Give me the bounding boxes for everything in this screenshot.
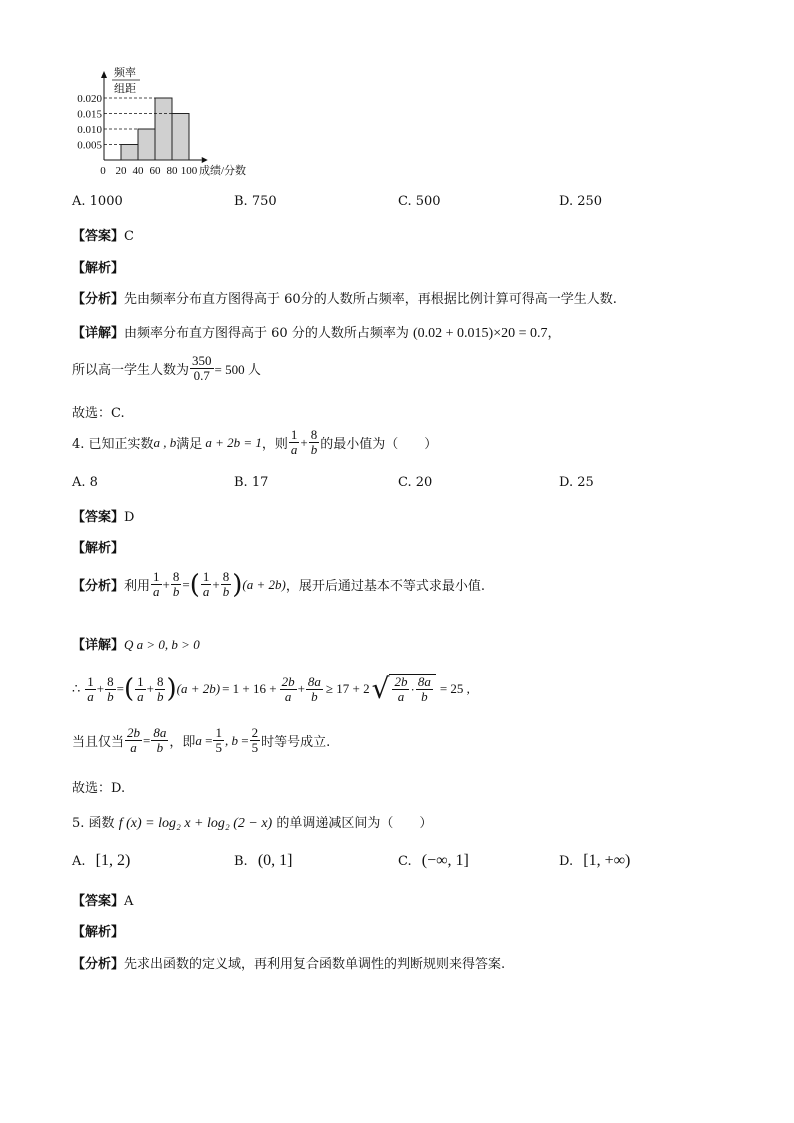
xiangjie-formula: (0.02 + 0.015)×20 = 0.7 — [412, 326, 548, 341]
histogram-bar — [138, 129, 155, 160]
xiangjie-tag: 【详解】 — [72, 326, 125, 341]
answer-tag: 【答案】 — [72, 229, 125, 244]
y-axis-arrow — [101, 71, 107, 78]
q4-conclusion: 故选：D. — [72, 781, 126, 796]
q3-line2 — [72, 354, 261, 384]
q5-stem — [72, 812, 432, 832]
fraction-350-0-7 — [190, 354, 214, 384]
q3-option-c: C. 500 — [398, 194, 441, 209]
line2-prefix: 所以高一学生人数为 — [72, 363, 190, 379]
ge-part: ≥ 17 + 2 — [325, 681, 370, 697]
option-label: D. — [559, 854, 574, 869]
q5-stem-suffix: 的单调递减区间为（ ） — [276, 816, 433, 831]
fenxi-tag: 【分析】 — [72, 292, 125, 307]
q3-answer — [72, 225, 134, 244]
q4-option-a: A. 8 — [72, 475, 98, 490]
q4-option-c: C. 20 — [398, 475, 433, 490]
q4-stem: 4. 已知正实数 a , b 满足 a + 2b = 1 ，则 $\frac{1}{a}$ + $\frac{8}{b}$ 的最小值为（ ） — [72, 427, 438, 458]
y-tick-label: 0.010 — [77, 124, 102, 136]
q3-fenxi — [72, 288, 617, 307]
option-label: A. — [72, 854, 86, 869]
option-interval: [1, 2) — [95, 852, 131, 869]
sqrt-expression: √ $\frac{2b}{a}$ · $\frac{8a}{b}$ — [372, 674, 436, 705]
q4-stem-vars: a , b — [153, 434, 177, 450]
q3-option-b: B. 750 — [234, 194, 277, 209]
answer-tag: 【答案】 — [72, 894, 125, 909]
y-label-bottom: 组距 — [114, 83, 136, 95]
xiangjie-text: Q a > 0, b > 0 — [124, 637, 200, 652]
x-tick-label: 60 — [149, 165, 161, 177]
x-tick-label: 80 — [166, 165, 178, 177]
x-axis-label: 成绩/分数 — [199, 165, 247, 177]
y-tick-label: 0.005 — [77, 139, 102, 152]
fenxi-text: 先由频率分布直方图得高于 60分的人数所占频率，再根据比例计算可得高一学生人数. — [124, 292, 617, 307]
q5-option-d — [559, 852, 630, 870]
q5-option-a — [72, 852, 130, 870]
option-label: C. — [398, 854, 412, 869]
q3-option-a: A. 1000 — [72, 194, 123, 209]
answer-value: D — [124, 510, 135, 525]
frac-8-over-b: $\frac{8}{b}$ — [310, 427, 318, 458]
q3-xiangjie — [72, 322, 561, 342]
q4-fenxi: 【分析】 利用 $\frac{1}{a}$ + $\frac{8}{b}$ = ( $\frac{1}{a}$ + $\frac{8}{b}$ ) (a + 2b) ，展开后通过基本不等式求最小值. — [72, 569, 485, 600]
q3-conclusion: 故选：C. — [72, 406, 125, 421]
q5-option-c — [398, 852, 469, 870]
q4-stem-suffix: 的最小值为（ ） — [320, 437, 438, 453]
frac-1-over-a: $\frac{1}{a}$ — [290, 427, 298, 458]
fenxi-prefix: 利用 — [124, 579, 151, 595]
xiangjie-tag: 【详解】 — [72, 638, 125, 653]
histogram-bar — [172, 114, 189, 161]
frac-num: 350 — [192, 353, 212, 368]
x-tick-label: 100 — [180, 165, 198, 177]
x-origin-label: 0 — [100, 165, 106, 177]
y-tick-label: 0.015 — [77, 108, 102, 121]
when-suffix: 时等号成立. — [261, 735, 331, 751]
q4-derivation: ∴ $\frac{1}{a}$ + $\frac{8}{b}$ = ( $\frac{1}{a}$ + $\frac{8}{b}$ ) (a + 2b) = 1 + 16 + $\frac{2b}{a}$ + $\frac{8a}{b}$ ≥ 17 + 2 √ $\frac{2b}{a}$ · $\frac{8a}{b}$ = 25 , — [72, 672, 470, 706]
q4-stem-then: ，则 — [261, 437, 288, 453]
xiangjie-text: 由频率分布直方图得高于 60 分的人数所占频率为 — [124, 326, 409, 341]
fenxi-text: 先求出函数的定义域，再利用复合函数单调性的判断规则来得答案. — [124, 957, 506, 972]
q4-xiangjie — [72, 634, 200, 653]
q4-when: 当且仅当 $\frac{2b}{a}$ = $\frac{8a}{b}$ ，即 a = $\frac{1}{5}$ , b = $\frac{2}{5}$ 时等号成立. — [72, 725, 331, 756]
q5-stem-formula: f (x) = log₂ x + log₂ (2 − x) — [118, 816, 273, 831]
xiangjie-end: ， — [547, 326, 561, 341]
x-axis-arrow — [202, 157, 208, 163]
fenxi-suffix: ，展开后通过基本不等式求最小值. — [285, 579, 485, 595]
q4-analysis-tag: 【解析】 — [72, 541, 125, 556]
option-interval: [1, +∞) — [583, 852, 631, 869]
when-mid: ，即 — [169, 735, 196, 751]
q3-analysis-tag: 【解析】 — [72, 261, 125, 276]
histogram-chart — [66, 60, 266, 185]
option-interval: (0, 1] — [257, 852, 293, 869]
y-tick-label: 0.020 — [77, 93, 102, 105]
answer-tag: 【答案】 — [72, 510, 125, 525]
histogram-bar — [121, 145, 138, 161]
q5-option-b — [234, 852, 292, 870]
eq-part: = 1 + 16 + — [222, 681, 277, 697]
x-tick-label: 20 — [115, 165, 127, 177]
q5-stem-prefix: 5. 函数 — [72, 816, 115, 831]
line2-suffix: = 500 人 — [214, 362, 261, 378]
q4-option-b: B. 17 — [234, 475, 269, 490]
q4-stem-mid: 满足 — [176, 437, 203, 453]
eq-result: = 25 , — [439, 681, 470, 697]
q5-answer — [72, 890, 133, 909]
fenxi-tag: 【分析】 — [72, 579, 125, 595]
therefore-symbol: ∴ — [72, 681, 81, 697]
answer-value: A — [124, 894, 134, 909]
frac-den: 0.7 — [193, 368, 210, 384]
histogram-bar — [155, 98, 172, 160]
q4-stem-prefix: 4. 已知正实数 — [72, 437, 154, 453]
q4-option-d: D. 25 — [559, 475, 594, 490]
x-tick-label: 40 — [132, 165, 144, 177]
when-prefix: 当且仅当 — [72, 735, 125, 751]
q5-fenxi — [72, 953, 505, 972]
q4-stem-cond: a + 2b = 1 — [205, 434, 262, 450]
fenxi-tag: 【分析】 — [72, 957, 125, 972]
q3-option-d: D. 250 — [559, 194, 603, 209]
y-label-top: 频率 — [114, 67, 136, 79]
q5-analysis-tag: 【解析】 — [72, 925, 125, 940]
option-interval: (−∞, 1] — [421, 852, 469, 869]
q4-answer — [72, 506, 134, 525]
answer-value: C — [124, 229, 134, 244]
option-label: B. — [234, 854, 248, 869]
